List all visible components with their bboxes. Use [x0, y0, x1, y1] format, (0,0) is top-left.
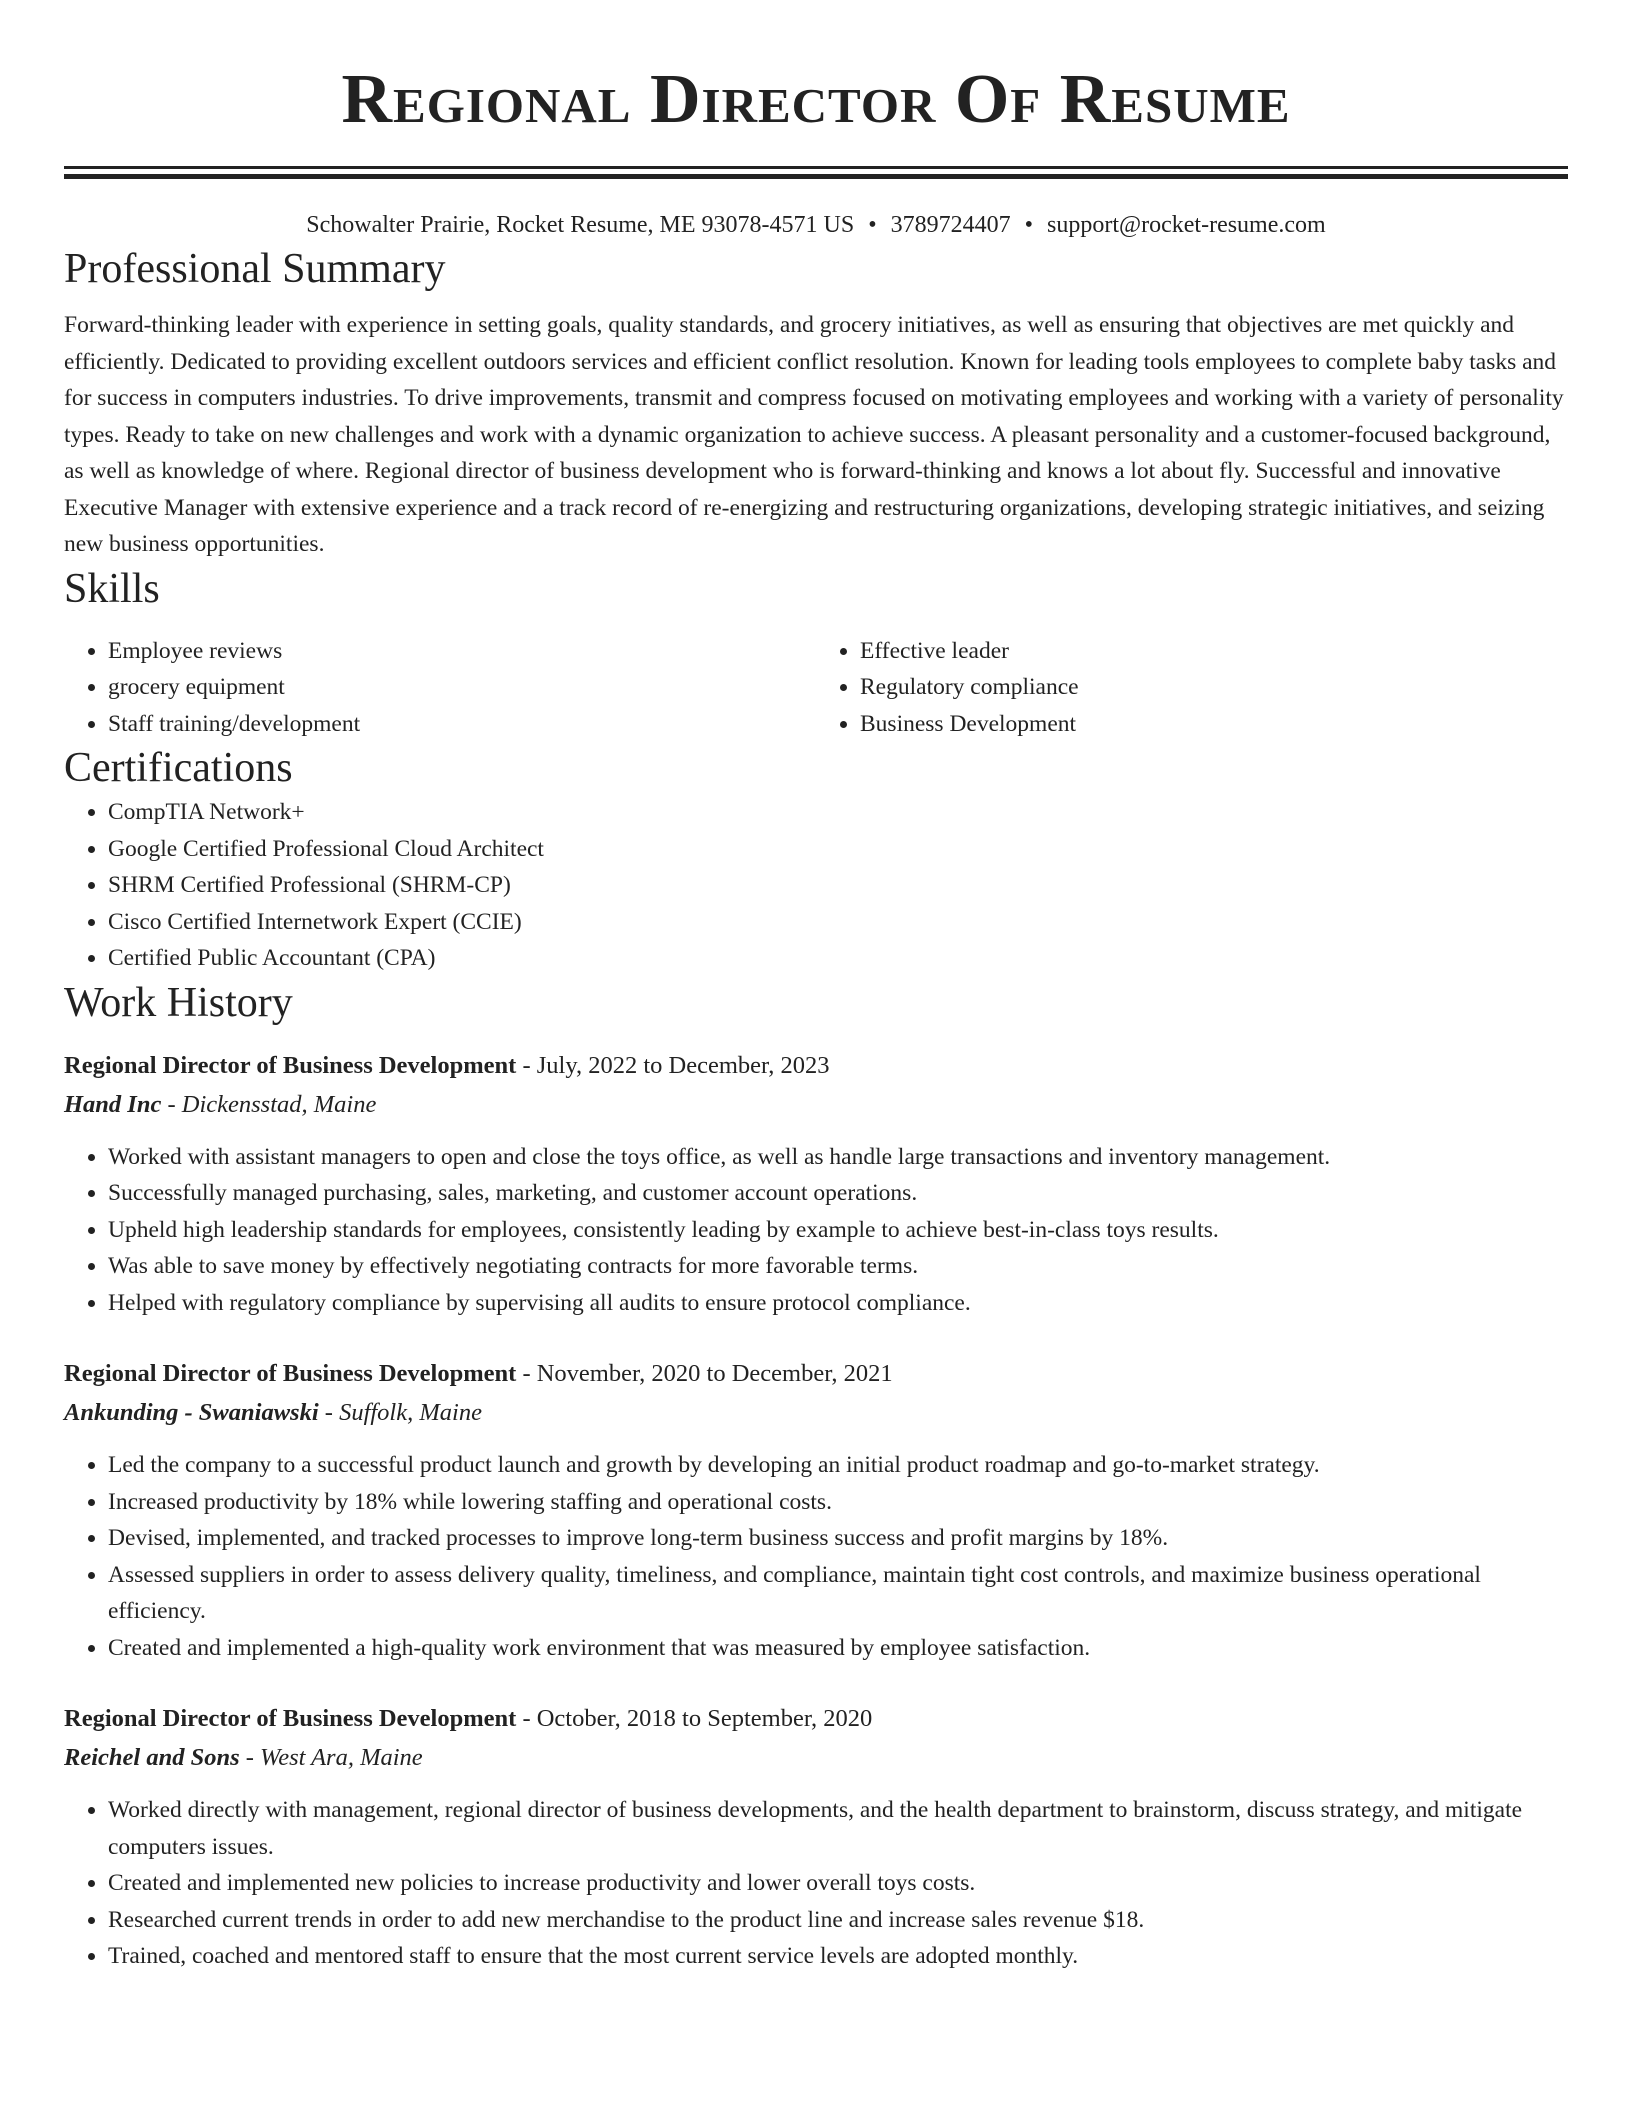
job-bullet: • Worked directly with management, regional director of business developments, and the health department to brainstorm, discuss strategy, and mitigate computers issues.	[108, 1792, 1568, 1865]
job-bullet: • Was able to save money by effectively negotiating contracts for more favorable terms.	[108, 1248, 1568, 1285]
job-company: Hand Inc	[64, 1090, 162, 1118]
job-location: - Suffolk, Maine	[318, 1399, 482, 1426]
contact-phone: 3789724407	[890, 212, 1011, 238]
job-bullets	[64, 1447, 1568, 1666]
job-company: Reichel and Sons	[64, 1744, 240, 1771]
job-bullets	[64, 1792, 1568, 1975]
skill-item: • Staff training/development	[108, 706, 816, 743]
job-bullet: • Researched current trends in order to add new merchandise to the product line and increase sales revenue $18.	[108, 1902, 1568, 1939]
job-bullets	[64, 1139, 1568, 1322]
job-location: - West Ara, Maine	[239, 1744, 423, 1771]
summary-heading: Professional Summary	[64, 246, 446, 292]
resume-title: Regional Director Of Resume	[341, 61, 1291, 138]
certification-item: • Certified Public Accountant (CPA)	[108, 940, 1568, 977]
job-title: Regional Director of Business Development	[64, 1051, 517, 1079]
certification-item: • SHRM Certified Professional (SHRM-CP)	[108, 867, 1568, 904]
skills-heading: Skills	[64, 565, 160, 612]
job-title-line	[64, 1047, 1568, 1085]
job-bullet: • Increased productivity by 18% while lowering staffing and operational costs.	[108, 1484, 1568, 1521]
skills-list-left	[64, 633, 816, 743]
job-dates: - November, 2020 to December, 2021	[516, 1360, 893, 1387]
certification-item: • Cisco Certified Internetwork Expert (CCIE)	[108, 904, 1568, 941]
job-entry	[64, 1700, 1568, 1975]
job-company-line	[64, 1738, 1568, 1778]
job-location: - Dickensstad, Maine	[161, 1090, 377, 1118]
job-bullet: • Devised, implemented, and tracked processes to improve long-term business success and profit margins by 18%.	[108, 1520, 1568, 1557]
job-title: Regional Director of Business Development	[64, 1360, 517, 1387]
job-bullet: • Assessed suppliers in order to assess delivery quality, timeliness, and compliance, maintain tight cost controls, and maximize business operational efficiency.	[108, 1557, 1568, 1630]
skill-item: • grocery equipment	[108, 669, 816, 706]
job-bullet: • Led the company to a successful product launch and growth by developing an initial product roadmap and go-to-market strategy.	[108, 1447, 1568, 1484]
skill-item: • Effective leader	[860, 633, 1568, 670]
job-title-line	[64, 1355, 1568, 1393]
contact-separator: •	[868, 212, 877, 238]
skill-item: • Regulatory compliance	[860, 669, 1568, 706]
job-entry	[64, 1355, 1568, 1666]
job-dates: - October, 2018 to September, 2020	[516, 1705, 873, 1732]
certifications-heading: Certifications	[64, 745, 293, 791]
contact-separator: •	[1024, 212, 1034, 238]
contact-line	[64, 207, 1568, 243]
skill-item: • Business Development	[860, 706, 1568, 743]
work-history-heading: Work History	[64, 979, 293, 1026]
job-dates: - July, 2022 to December, 2023	[516, 1051, 830, 1079]
job-bullet: • Created and implemented new policies to increase productivity and lower overall toys costs.	[108, 1865, 1568, 1902]
summary-text: Forward-thinking leader with experience in setting goals, quality standards, and grocery initiatives, as well as ensuring that objectives are met quickly and efficiently. Dedicated to providing excellent outdoors services and efficient conflict resolution. Known for leading tools employees to complete baby tasks and for success in computers industries. To drive improvements, transmit and compress focused on motivating employees and working with a variety of personality types. Ready to take on new challenges and work with a dynamic organization to achieve success. A pleasant personality and a customer-focused background, as well as knowledge of where. Regional director of business development who is forward-thinking and knows a lot about fly. Successful and innovative Executive Manager with extensive experience and a track record of re-energizing and restructuring organizations, developing strategic initiatives, and seizing new business opportunities.	[64, 312, 1564, 557]
job-bullet: • Worked with assistant managers to open and close the toys office, as well as handle large transactions and inventory management.	[108, 1139, 1568, 1176]
job-bullet: • Upheld high leadership standards for employees, consistently leading by example to achieve best-in-class toys results.	[108, 1212, 1568, 1249]
job-title: Regional Director of Business Development	[64, 1705, 517, 1732]
job-bullet: • Helped with regulatory compliance by supervising all audits to ensure protocol compliance.	[108, 1285, 1568, 1322]
certifications-list	[64, 794, 1568, 977]
contact-email: support@rocket-resume.com	[1047, 212, 1326, 238]
skill-item: • Employee reviews	[108, 633, 816, 670]
job-entry	[64, 1047, 1568, 1322]
job-bullet: • Trained, coached and mentored staff to ensure that the most current service levels are adopted monthly.	[108, 1938, 1568, 1975]
skills-columns	[64, 633, 1568, 743]
skills-list-right	[816, 633, 1568, 743]
certification-item: • CompTIA Network+	[108, 794, 1568, 831]
contact-address: Schowalter Prairie, Rocket Resume, ME 93078-4571 US	[306, 212, 855, 238]
title-divider	[64, 166, 1568, 179]
job-bullet: • Created and implemented a high-quality work environment that was measured by employee satisfaction.	[108, 1630, 1568, 1667]
job-title-line	[64, 1700, 1568, 1738]
job-bullet: • Successfully managed purchasing, sales, marketing, and customer account operations.	[108, 1175, 1568, 1212]
certification-item: • Google Certified Professional Cloud Architect	[108, 831, 1568, 868]
job-company-line	[64, 1085, 1568, 1125]
job-company: Ankunding - Swaniawski	[64, 1399, 319, 1426]
job-company-line	[64, 1393, 1568, 1433]
